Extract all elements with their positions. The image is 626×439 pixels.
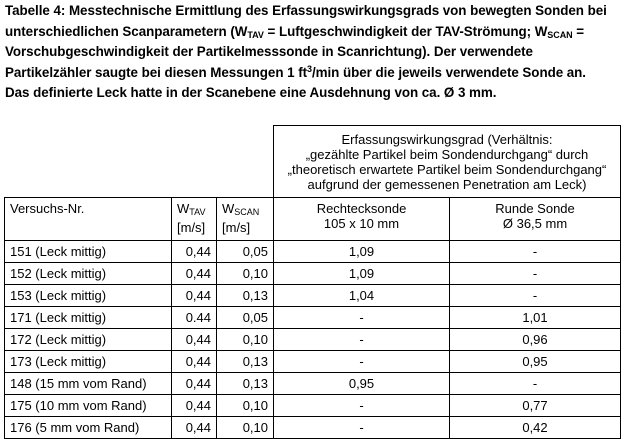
cell-wscan: 0,13: [217, 373, 274, 395]
caption-subscript: TAV: [247, 29, 264, 40]
caption-subscript: SCAN: [547, 29, 573, 40]
cell-versuch: 175 (10 mm vom Rand): [5, 395, 172, 417]
caption-text: unterschiedlichen Scanparametern (W: [5, 23, 248, 39]
cell-wscan: 0,10: [217, 417, 274, 439]
table-row: [5, 241, 621, 263]
probe-dimension: Ø 36,5 mm: [502, 216, 568, 231]
cell-wtav: 0,44: [172, 417, 217, 439]
header-rechtecksonde: [274, 198, 450, 241]
cell-wscan: 0,10: [217, 263, 274, 285]
caption-line-3: Vorschubgeschwindigkeit der Partikelmesssonde in Scanrichtung). Der verwendete: [5, 44, 533, 59]
table-row: [5, 373, 621, 395]
group-header-line: „theoretisch erwartete Partikel beim Sondendurchgang“: [287, 161, 607, 177]
cell-rechtecksonde: -: [274, 395, 450, 417]
caption-line-1: Tabelle 4: Messtechnische Ermittlung des Erfassungswirkungsgrads von bewegten Sonden bei: [5, 3, 607, 18]
cell-wscan: 0,10: [217, 329, 274, 351]
cell-wscan: 0,05: [217, 307, 274, 329]
cell-wscan: 0,10: [217, 395, 274, 417]
cell-rechtecksonde: -: [274, 417, 450, 439]
cell-versuch: 173 (Leck mittig): [5, 351, 172, 373]
cell-rechtecksonde: 0,95: [274, 373, 450, 395]
empty-header-cell: [5, 126, 274, 198]
symbol-base: W: [177, 201, 190, 216]
cell-runde-sonde: 0,96: [450, 329, 621, 351]
group-header-row: [5, 126, 621, 198]
cell-runde-sonde: -: [450, 285, 621, 307]
caption-line-5: Das definierte Leck hatte in der Scanebene eine Ausdehnung von ca. Ø 3 mm.: [5, 85, 497, 100]
cell-versuch: 176 (5 mm vom Rand): [5, 417, 172, 439]
cell-versuch: 153 (Leck mittig): [5, 285, 172, 307]
cell-rechtecksonde: 1,09: [274, 241, 450, 263]
probe-name: Runde Sonde: [495, 201, 575, 216]
results-table: [4, 125, 621, 439]
header-wscan-unit: [m/s]: [222, 220, 251, 235]
cell-runde-sonde: 1,01: [450, 307, 621, 329]
group-header-line: „gezählte Partikel beim Sondendurchgang“ durch: [305, 146, 589, 162]
column-header-row: [5, 198, 621, 241]
cell-runde-sonde: 0,95: [450, 351, 621, 373]
cell-runde-sonde: 0,77: [450, 395, 621, 417]
cell-runde-sonde: -: [450, 263, 621, 285]
cell-versuch: 152 (Leck mittig): [5, 263, 172, 285]
table-caption: [5, 1, 621, 104]
caption-line-4: [5, 63, 621, 84]
symbol-base: W: [222, 201, 235, 216]
cell-wtav: 0,44: [172, 241, 217, 263]
symbol-subscript: SCAN: [234, 207, 260, 217]
header-wtav: [172, 198, 217, 241]
caption-text: = Luftgeschwindigkeit der TAV-Strömung; W: [263, 23, 548, 39]
cell-wtav: 0,44: [172, 351, 217, 373]
cell-runde-sonde: 0,42: [450, 417, 621, 439]
header-wscan: [217, 198, 274, 241]
cell-rechtecksonde: -: [274, 351, 450, 373]
cell-wscan: 0,05: [217, 241, 274, 263]
cell-wtav: 0,44: [172, 285, 217, 307]
table-row: [5, 417, 621, 439]
header-runde-sonde: [450, 198, 621, 241]
table-row: [5, 395, 621, 417]
cell-runde-sonde: -: [450, 373, 621, 395]
group-header-line: Erfassungswirkungsgrad (Verhältnis:: [341, 131, 553, 147]
table-row: [5, 263, 621, 285]
table-row: [5, 329, 621, 351]
header-wtav-unit: [m/s]: [177, 220, 206, 235]
table-row: [5, 285, 621, 307]
group-header-line: aufgrund der gemessenen Penetration am Leck): [307, 176, 587, 192]
cell-wtav: 0,44: [172, 329, 217, 351]
table-row: [5, 307, 621, 329]
header-wtav-symbol: [177, 201, 211, 220]
efficiency-group-header: [274, 126, 621, 198]
caption-superscript: 3: [307, 63, 312, 74]
cell-runde-sonde: -: [450, 241, 621, 263]
caption-line-2: [5, 22, 621, 43]
cell-wtav: 0,44: [172, 395, 217, 417]
cell-wtav: 0,44: [172, 263, 217, 285]
cell-wscan: 0,13: [217, 351, 274, 373]
table-row: [5, 351, 621, 373]
cell-rechtecksonde: -: [274, 307, 450, 329]
header-wscan-symbol: [222, 201, 268, 220]
symbol-subscript: TAV: [189, 207, 206, 217]
cell-rechtecksonde: 1,09: [274, 263, 450, 285]
cell-versuch: 151 (Leck mittig): [5, 241, 172, 263]
cell-rechtecksonde: 1,04: [274, 285, 450, 307]
cell-versuch: 171 (Leck mittig): [5, 307, 172, 329]
caption-text: /min über die jeweils verwendete Sonde an.: [311, 64, 586, 80]
cell-versuch: 148 (15 mm vom Rand): [5, 373, 172, 395]
caption-text: Partikelzähler saugte bei diesen Messungen 1 ft: [5, 64, 308, 80]
cell-wtav: 0,44: [172, 373, 217, 395]
caption-text: =: [572, 23, 585, 39]
cell-rechtecksonde: -: [274, 329, 450, 351]
cell-wscan: 0,13: [217, 285, 274, 307]
probe-dimension: 105 x 10 mm: [323, 216, 400, 231]
cell-wtav: 0.44: [172, 307, 217, 329]
probe-name: Rechtecksonde: [316, 201, 407, 216]
header-versuch: Versuchs-Nr.: [5, 198, 172, 241]
cell-versuch: 172 (Leck mittig): [5, 329, 172, 351]
